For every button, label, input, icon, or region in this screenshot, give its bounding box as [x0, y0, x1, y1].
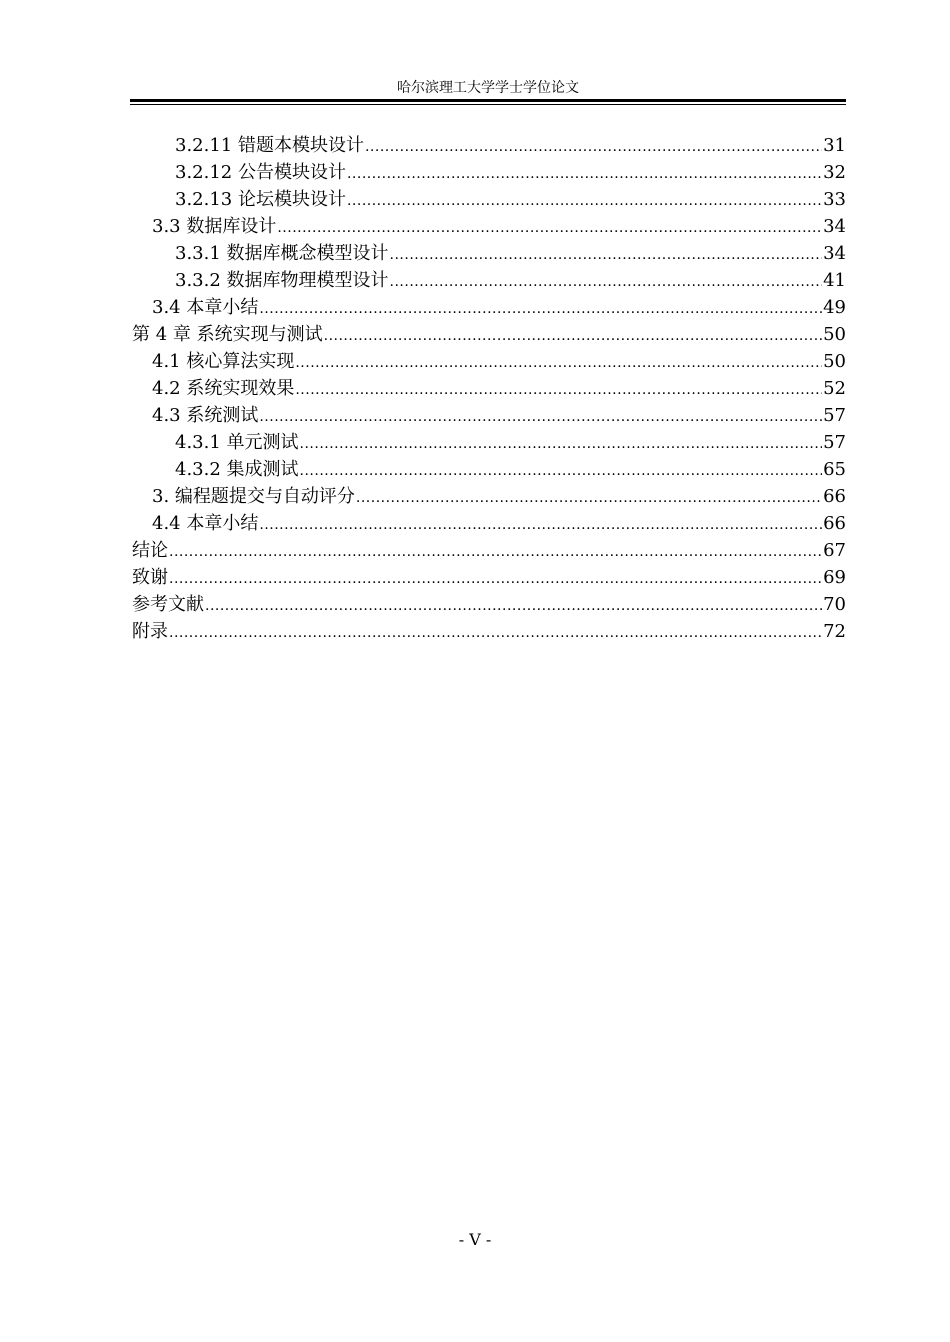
toc-entry-label: 致谢 — [132, 567, 168, 588]
toc-entry[interactable] — [132, 618, 846, 645]
toc-entry-label: 4.3 系统测试 — [152, 405, 259, 426]
toc-entry-page: 65 — [823, 459, 846, 480]
toc-entry-page: 69 — [823, 567, 846, 588]
toc-leader — [259, 512, 822, 539]
toc-entry-label: 第 4 章 系统实现与测试 — [132, 324, 323, 345]
toc-entry[interactable] — [132, 321, 846, 348]
toc-entry-page: 72 — [823, 621, 846, 642]
toc-leader — [390, 242, 823, 269]
toc-entry[interactable] — [132, 186, 846, 213]
toc-leader — [365, 134, 822, 161]
toc-leader — [205, 593, 822, 620]
toc-entry[interactable] — [132, 213, 846, 240]
toc-leader — [259, 404, 822, 431]
toc-entry[interactable] — [132, 159, 846, 186]
toc-leader — [347, 161, 822, 188]
toc-entry[interactable] — [132, 591, 846, 618]
toc-leader — [295, 377, 822, 404]
toc-entry-label: 4.3.2 集成测试 — [175, 459, 299, 480]
toc-entry-page: 49 — [823, 297, 846, 318]
toc-leader — [300, 431, 823, 458]
toc-entry-label: 3.2.13 论坛模块设计 — [175, 189, 346, 210]
toc-entry-page: 34 — [823, 216, 846, 237]
toc-leader — [169, 539, 822, 566]
toc-entry-label: 结论 — [132, 540, 168, 561]
toc-entry-page: 50 — [823, 324, 846, 345]
toc-entry-label: 参考文献 — [132, 594, 204, 615]
toc-entry-label: 3.4 本章小结 — [152, 297, 259, 318]
toc-entry-label: 3.2.11 错题本模块设计 — [175, 135, 364, 156]
toc-entry[interactable] — [132, 456, 846, 483]
page-number: - V - — [458, 1230, 492, 1249]
toc-leader — [259, 296, 822, 323]
header-rule-thin — [130, 104, 846, 105]
toc-entry-label: 3.3.1 数据库概念模型设计 — [175, 243, 389, 264]
toc-leader — [300, 458, 823, 485]
toc-entry-page: 32 — [823, 162, 846, 183]
toc-entry[interactable] — [132, 240, 846, 267]
toc-entry[interactable] — [132, 294, 846, 321]
toc-leader — [390, 269, 823, 296]
toc-entry-page: 31 — [823, 135, 846, 156]
toc-entry-label: 附录 — [132, 621, 168, 642]
toc-leader — [356, 485, 822, 512]
toc-entry-page: 34 — [823, 243, 846, 264]
toc-entry-page: 70 — [823, 594, 846, 615]
toc-entry[interactable] — [132, 510, 846, 537]
toc-entry-page: 66 — [823, 486, 846, 507]
toc-entry-label: 3.2.12 公告模块设计 — [175, 162, 346, 183]
toc-entry-label: 4.4 本章小结 — [152, 513, 259, 534]
toc-entry-label: 3.3.2 数据库物理模型设计 — [175, 270, 389, 291]
toc-entry-label: 3.3 数据库设计 — [152, 216, 277, 237]
toc-entry-page: 57 — [823, 432, 846, 453]
toc-entry[interactable] — [132, 402, 846, 429]
toc-leader — [169, 566, 822, 593]
toc-entry[interactable] — [132, 483, 846, 510]
toc-entry-page: 66 — [823, 513, 846, 534]
table-of-contents — [132, 132, 846, 645]
toc-leader — [295, 350, 822, 377]
toc-entry-page: 33 — [823, 189, 846, 210]
toc-entry-label: 3. 编程题提交与自动评分 — [152, 486, 355, 507]
page-header: 哈尔滨理工大学学士学位论文 — [397, 80, 579, 96]
toc-entry-page: 50 — [823, 351, 846, 372]
toc-entry-label: 4.1 核心算法实现 — [152, 351, 295, 372]
toc-entry[interactable] — [132, 429, 846, 456]
toc-entry-page: 57 — [823, 405, 846, 426]
toc-entry-label: 4.2 系统实现效果 — [152, 378, 295, 399]
toc-entry-label: 4.3.1 单元测试 — [175, 432, 299, 453]
toc-entry[interactable] — [132, 132, 846, 159]
toc-entry[interactable] — [132, 375, 846, 402]
toc-entry-page: 41 — [823, 270, 846, 291]
toc-leader — [324, 323, 822, 350]
toc-entry[interactable] — [132, 348, 846, 375]
toc-entry-page: 67 — [823, 540, 846, 561]
toc-leader — [277, 215, 822, 242]
toc-entry[interactable] — [132, 537, 846, 564]
toc-entry-page: 52 — [823, 378, 846, 399]
toc-leader — [347, 188, 822, 215]
header-rule-thick — [130, 99, 846, 102]
toc-leader — [169, 620, 822, 647]
toc-entry[interactable] — [132, 564, 846, 591]
toc-entry[interactable] — [132, 267, 846, 294]
